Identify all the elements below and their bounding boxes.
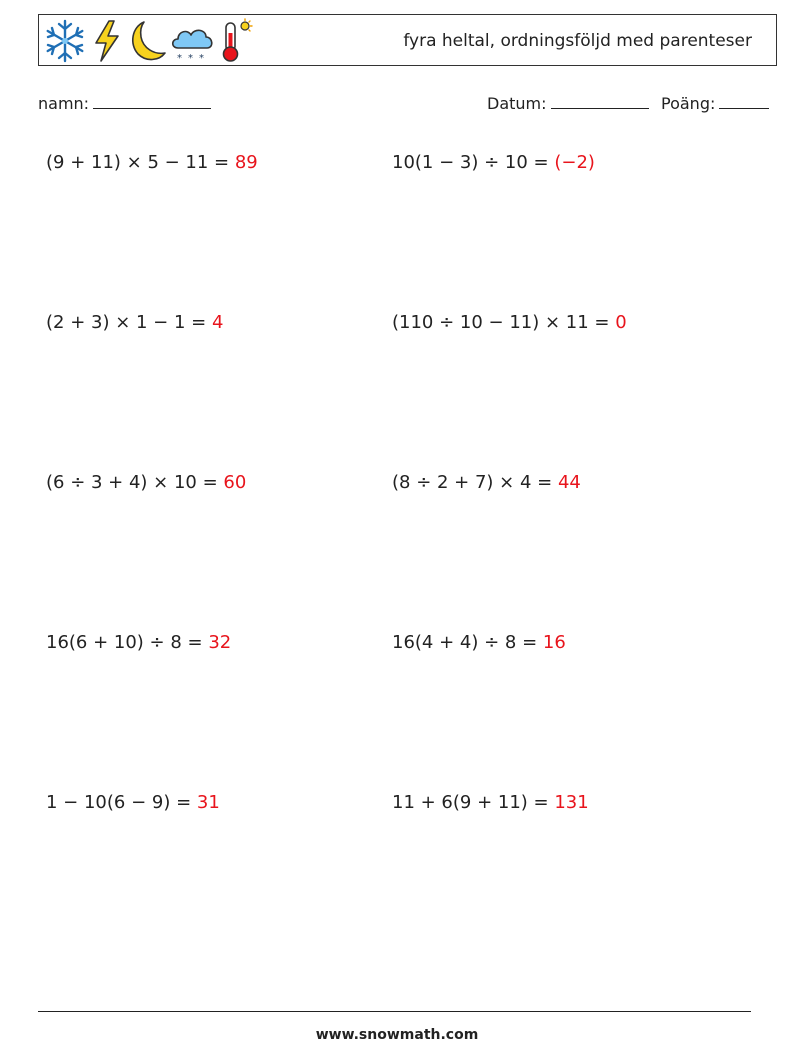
problem-expression: (9 + 11) × 5 − 11 = (46, 152, 235, 173)
problem-6 (392, 471, 581, 495)
weather-icons (42, 18, 256, 64)
problem-answer: 0 (615, 312, 627, 333)
worksheet-title: fyra heltal, ordningsföljd med parenteser (403, 31, 752, 51)
problem-expression: 16(4 + 4) ÷ 8 = (392, 632, 543, 653)
problem-answer: 4 (211, 312, 224, 333)
name-line[interactable] (93, 92, 211, 109)
worksheet-header (38, 14, 777, 66)
problem-answer: 60 (223, 472, 247, 493)
problem-expression: (8 ÷ 2 + 7) × 4 = (392, 472, 558, 493)
problem-answer: (−2) (554, 152, 595, 173)
problem-answer: 44 (557, 472, 581, 493)
problem-expression: 16(6 + 10) ÷ 8 = (46, 632, 209, 653)
problem-expression: (6 ÷ 3 + 4) × 10 = (46, 472, 224, 493)
date-line[interactable] (551, 92, 649, 109)
problem-7 (46, 631, 231, 655)
snowflake-icon (42, 18, 88, 64)
problem-answer: 89 (234, 152, 258, 173)
problem-1 (46, 151, 258, 175)
date-field[interactable] (487, 92, 649, 115)
problem-10 (392, 791, 589, 815)
problem-answer: 31 (196, 792, 220, 813)
problem-4 (392, 311, 627, 335)
problem-expression: 10(1 − 3) ÷ 10 = (392, 152, 555, 173)
footer-url[interactable]: www.snowmath.com (315, 1027, 479, 1043)
problem-expression: (2 + 3) × 1 − 1 = (46, 312, 212, 333)
problem-2 (392, 151, 595, 175)
problem-expression: 11 + 6(9 + 11) = (392, 792, 555, 813)
problem-answer: 16 (542, 632, 566, 653)
score-label: Poäng: (661, 94, 716, 113)
lightning-icon (88, 18, 126, 64)
footer-divider (38, 1011, 751, 1012)
date-label: Datum: (487, 94, 547, 113)
name-label: namn: (38, 94, 90, 113)
score-line[interactable] (719, 92, 769, 109)
svg-text:*: * (177, 53, 182, 64)
svg-text:*: * (199, 53, 204, 64)
problem-3 (46, 311, 223, 335)
problem-expression: (110 ÷ 10 − 11) × 11 = (392, 312, 616, 333)
problem-9 (46, 791, 220, 815)
problem-5 (46, 471, 246, 495)
problem-8 (392, 631, 566, 655)
svg-text:*: * (188, 53, 193, 64)
name-field[interactable] (38, 92, 211, 115)
problem-expression: 1 − 10(6 − 9) = (46, 792, 197, 813)
score-field[interactable] (661, 92, 769, 115)
thermometer-sun-icon (218, 18, 256, 64)
moon-icon (126, 18, 168, 64)
problem-answer: 131 (554, 792, 589, 813)
snow-cloud-icon (168, 18, 218, 64)
problem-answer: 32 (208, 632, 232, 653)
